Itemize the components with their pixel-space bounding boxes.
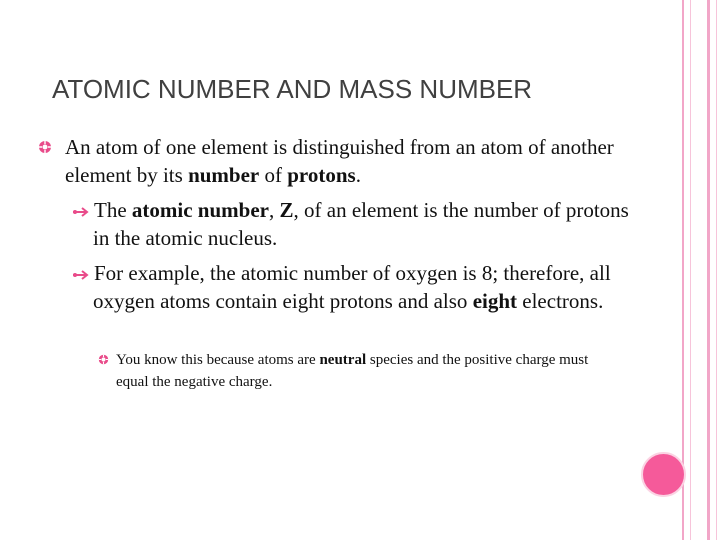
bold-text: eight xyxy=(472,289,518,313)
decorative-line xyxy=(716,0,717,540)
text-segment: , xyxy=(268,198,280,222)
text-segment: electrons. xyxy=(517,289,604,313)
decorative-line xyxy=(707,0,710,540)
decorative-circle xyxy=(641,452,686,497)
bold-text: Z xyxy=(279,198,294,222)
arrow-bullet-icon xyxy=(72,206,91,218)
text-segment: of xyxy=(259,163,288,187)
bullet-icon xyxy=(98,354,109,365)
text-segment: . xyxy=(355,163,361,187)
text-segment: species and the positive charge must equal the negative charge. xyxy=(116,352,589,390)
bold-text: protons xyxy=(287,163,356,187)
bold-text: number xyxy=(188,163,260,187)
bullet-text-level2 xyxy=(93,259,633,315)
text-segment: The xyxy=(94,198,132,222)
bullet-text-level1 xyxy=(65,133,625,189)
text-segment: For example, the atomic number of oxygen is 8; therefore, all oxygen atoms contain eight protons and also xyxy=(93,261,611,313)
bullet-icon xyxy=(38,140,52,154)
arrow-bullet-icon xyxy=(72,269,91,281)
slide-title: ATOMIC NUMBER AND MASS NUMBER xyxy=(52,74,533,104)
decorative-line xyxy=(690,0,691,540)
text-segment: You know this because atoms are xyxy=(116,352,320,368)
decorative-line xyxy=(682,0,684,540)
text-segment: , of an element is the number of protons in the atomic nucleus. xyxy=(93,198,629,250)
bullet-text-level3 xyxy=(116,349,616,393)
bold-text: atomic number xyxy=(131,198,269,222)
bullet-text-level2 xyxy=(93,196,633,252)
text-segment: An atom of one element is distinguished from an atom of another element by its xyxy=(65,135,614,187)
bold-text: neutral xyxy=(319,352,367,368)
